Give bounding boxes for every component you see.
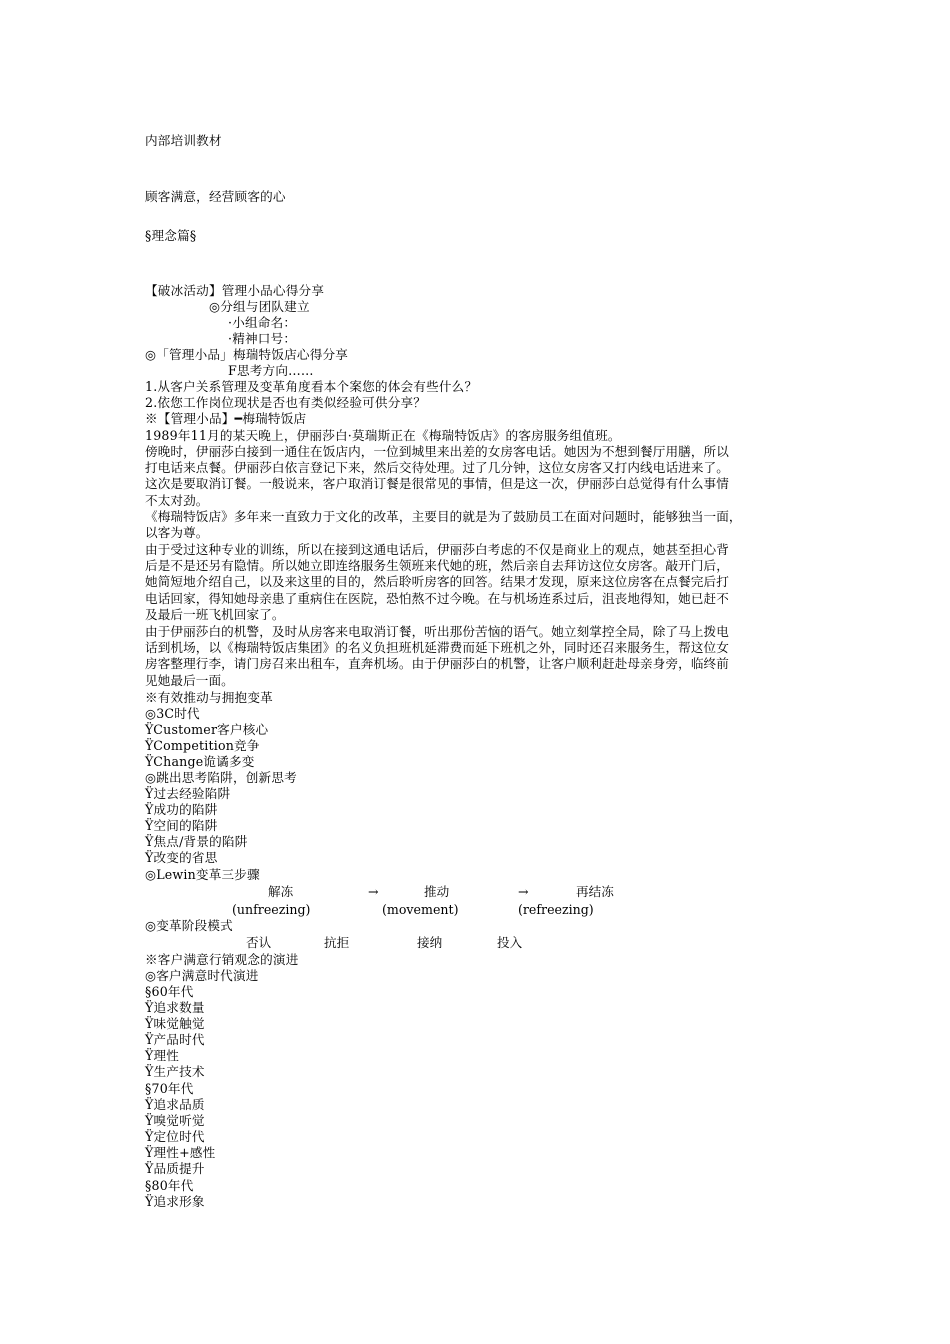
list-item: Ÿ理性+感性 [145,1145,216,1160]
trap-item: Ÿ成功的陷阱 [145,802,218,817]
customer-item: ŸCustomer客户核心 [145,722,269,737]
trap-item: Ÿ过去经验陷阱 [145,786,231,801]
trap-item: Ÿ改变的省思 [145,850,218,865]
main-title: 顾客满意，经营顾客的心 [145,189,286,204]
arrow-icon: → [518,884,529,899]
lewin-heading: ◎Lewin变革三步骤 [145,867,260,882]
era-70s: §70年代 [145,1081,194,1096]
list-item: Ÿ追求数量 [145,1000,205,1015]
list-item: Ÿ追求品质 [145,1097,205,1112]
change-item: ŸChange诡谲多变 [145,754,255,769]
think-direction: F思考方向…… [228,363,314,378]
question-2: 2.依您工作岗位现状是否也有类似经验可供分享？ [145,395,427,410]
list-item: Ÿ理性 [145,1048,180,1063]
chapter-title: §理念篇§ [145,228,197,243]
team-name-item: ·小组命名： [228,315,297,330]
story-paragraph-1: 傍晚时，伊丽莎白接到一通住在饭店内，一位到城里来出差的女房客电话。她因为不想到餐厅用膳，所以 打电话来点餐。伊丽莎白依言登记下来，然后交待处理。过了几分钟，这位女房客又打内线电话进来了。 这次是要取消订餐。一般说来，客户取消订餐是很常见的事情，但是这一次，伊丽莎白总觉得有什么事情 不太对劲。 [145,444,729,508]
list-item: Ÿ追求形象 [145,1194,205,1209]
arrow-icon: → [368,884,379,899]
lewin-step-movement: 推动 [424,884,450,899]
lewin-step-movement-en: (movement) [382,902,459,917]
change-heading: ※有效推动与拥抱变革 [145,690,273,705]
list-item: Ÿ产品时代 [145,1032,205,1047]
question-1: 1.从客户关系管理及变革角度看本个案您的体会有些什么？ [145,379,478,394]
competition-item: ŸCompetition竞争 [145,738,260,753]
era-80s: §80年代 [145,1178,194,1193]
lewin-step-unfreeze-en: (unfreezing) [232,902,311,917]
lewin-step-refreeze-en: (refreezing) [518,902,594,917]
trap-item: Ÿ空间的陷阱 [145,818,218,833]
list-item: Ÿ味觉触觉 [145,1016,205,1031]
doc-label: 内部培训教材 [145,133,222,148]
evolution-heading: ◎客户满意时代演进 [145,968,259,983]
lewin-step-unfreeze: 解冻 [268,884,294,899]
story-paragraph-3: 由于受过这种专业的训练，所以在接到这通电话后，伊丽莎白考虑的不仅是商业上的观点，她甚至担心背 后是不是还另有隐情。所以她立即连络服务生领班来代她的班，然后亲自去拜访这位女房客。敲开门后， 她简短地介绍自己，以及来这里的目的，然后聆听房客的回答。结果才发现，原来这位房客在点餐完后打 电话回家，得知她母亲患了重病住在医院，恐怕熬不过今晚。在与机场连系过后，沮丧地得知，她已赶不 及最后一班飞机回家了。 [145,542,729,622]
slogan-item: ·精神口号： [228,331,297,346]
story-paragraph-4: 由于伊丽莎白的机警，及时从房客来电取消订餐，听出那份苦恼的语气。她立刻掌控全局，除了马上拨电 话到机场，以《梅瑞特饭店集团》的名义负担班机延滞费而延下班机之外，同时还召来服务生，帮这位女 房客整理行李，请门房召来出租车，直奔机场。由于伊丽莎白的机警，让客户顺利赶赴母亲身旁，临终前 见她最后一面。 [145,624,729,688]
story-intro: 1989年11月的某天晚上，伊丽莎白·莫瑞斯正在《梅瑞特饭店》的客房服务组值班。 [145,428,621,443]
jump-trap-heading: ◎跳出思考陷阱，创新思考 [145,770,297,785]
trap-item: Ÿ焦点/背景的陷阱 [145,834,248,849]
group-item: ◎分组与团队建立 [209,299,310,314]
list-item: Ÿ生产技术 [145,1064,205,1079]
list-item: Ÿ品质提升 [145,1161,205,1176]
stage-commitment: 投入 [497,935,523,950]
satisfaction-heading: ※客户满意行销观念的演进 [145,952,299,967]
era-3c: ◎3C时代 [145,706,200,721]
story-heading: ※【管理小品】━梅瑞特饭店 [145,411,307,426]
stage-acceptance: 接纳 [417,935,443,950]
sketch-share-item: ◎「管理小品」梅瑞特饭店心得分享 [145,347,349,362]
list-item: Ÿ定位时代 [145,1129,205,1144]
era-60s: §60年代 [145,984,194,999]
stage-denial: 否认 [246,935,272,950]
stage-heading: ◎变革阶段模式 [145,918,233,933]
story-paragraph-2: 《梅瑞特饭店》多年来一直致力于文化的改革，主要目的就是为了鼓励员工在面对问题时，能够独当一面， 以客为尊。 [145,509,742,541]
lewin-step-refreeze: 再结冻 [576,884,614,899]
list-item: Ÿ嗅觉听觉 [145,1113,205,1128]
icebreak-heading: 【破冰活动】管理小品心得分享 [145,283,325,298]
stage-resistance: 抗拒 [324,935,350,950]
